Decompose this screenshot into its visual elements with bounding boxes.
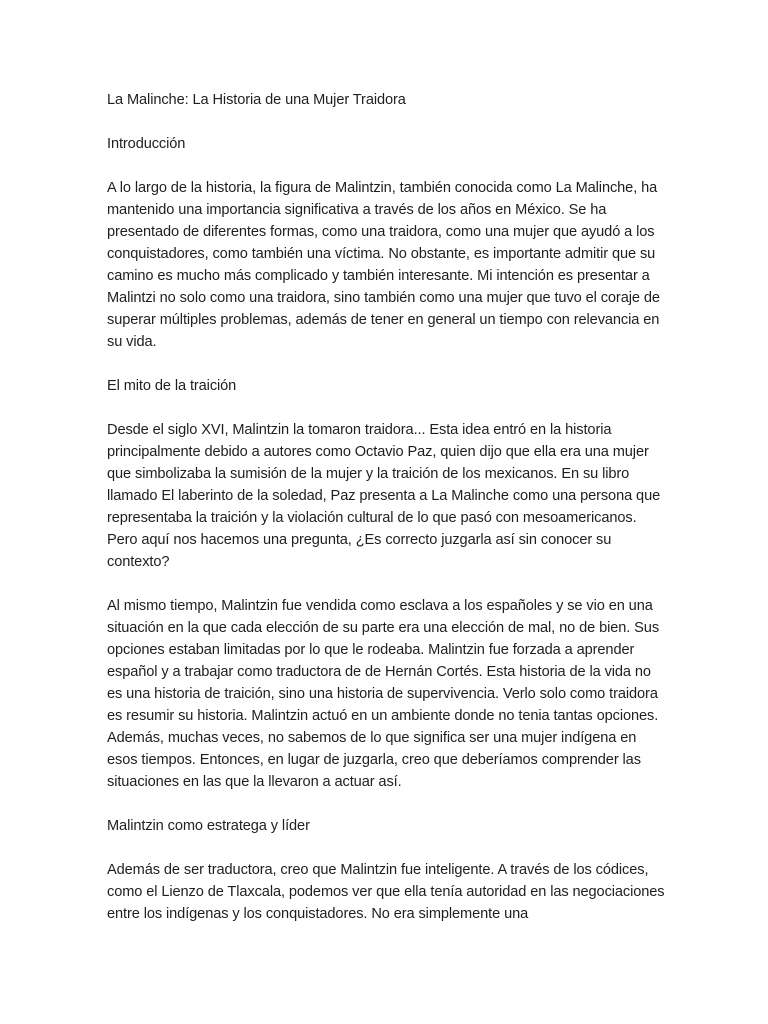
paragraph-mito-1: Desde el siglo XVI, Malintzin la tomaron traidora... Esta idea entró en la historia principalmente debido a autores como Octavio Paz, quien dijo que ella era una mujer que simbolizaba la sumisión de la mujer y la traición de los mexicanos. En su libro llamado El laberinto de la soledad, Paz presenta a La Malinche como una persona que representaba la traición y la violación cultural de lo que pasó con mesoamericanos. Pero aquí nos hacemos una pregunta, ¿Es correcto juzgarla así sin conocer su contexto?	[107, 422, 661, 570]
paragraph-introduccion: A lo largo de la historia, la figura de Malintzin, también conocida como La Malinche, ha mantenido una importancia significativa a través de los años en México. Se ha presentado de diferentes formas, como una traidora, como una mujer que ayudó a los conquistadores, como también una víctima. No obstante, es importante admitir que su camino es mucho más complicado y también interesante. Mi intención es presentar a Malintzi no solo como una traidora, sino también como una mujer que tuvo el coraje de superar múltiples problemas, además de tener en general un tiempo con relevancia en su vida.	[107, 180, 660, 350]
paragraph-mito-2: Al mismo tiempo, Malintzin fue vendida como esclava a los españoles y se vio en una situación en la que cada elección de su parte era una elección de mal, no de bien. Sus opciones estaban limitadas por lo que le rodeaba. Malintzin fue forzada a aprender español y a trabajar como traductora de de Hernán Cortés. Esta historia de la vida no es una historia de traición, sino una historia de supervivencia. Verlo solo como traidora es resumir su historia. Malintzin actuó en un ambiente donde no tenia tantas opciones. Además, muchas veces, no sabemos de lo que significa ser una mujer indígena en esos tiempos. Entonces, en lugar de juzgarla, creo que deberíamos comprender las situaciones en las que la llevaron a actuar así.	[107, 598, 660, 790]
document-title: La Malinche: La Historia de una Mujer Traidora	[107, 92, 406, 108]
paragraph-estratega-1: Además de ser traductora, creo que Malintzin fue inteligente. A través de los códices, como el Lienzo de Tlaxcala, podemos ver que ella tenía autoridad en las negociaciones entre los indígenas y los conquistadores. No era simplemente una	[107, 862, 665, 922]
document-content	[107, 89, 667, 947]
section-heading-estratega-lider: Malintzin como estratega y líder	[107, 818, 310, 834]
section-heading-mito-traicion: El mito de la traición	[107, 378, 237, 394]
section-heading-introduccion: Introducción	[107, 136, 186, 152]
